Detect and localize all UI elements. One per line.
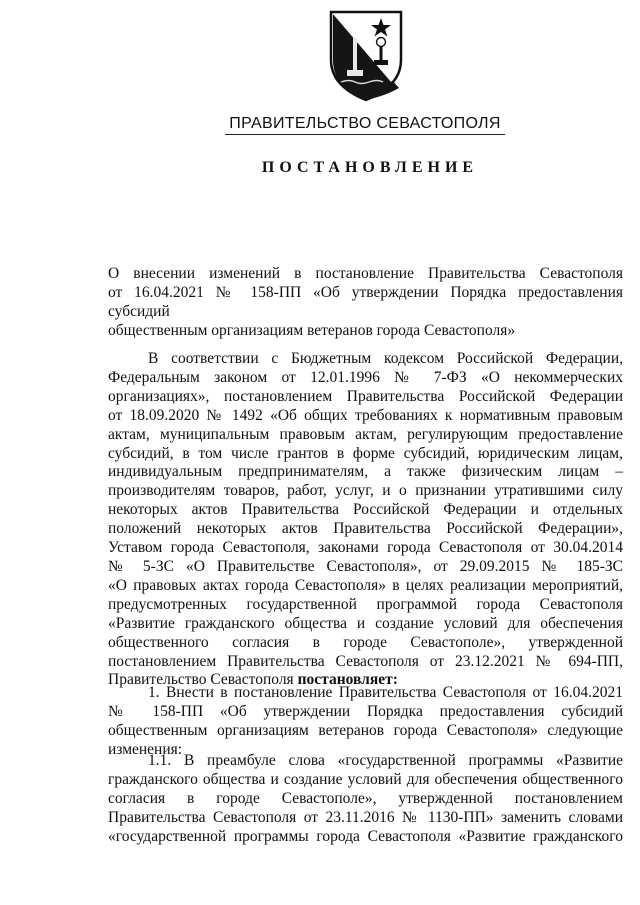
clause-line: гражданского общества и создание условий для обеспечения общественного: [108, 770, 623, 788]
preamble-line: актам, муниципальным правовым актам, регулирующим предоставление: [108, 425, 623, 443]
preamble-line: Федеральным законом от 12.01.1996 № 7-ФЗ «О некоммерческих: [108, 368, 623, 386]
preamble-line: № 5-ЗС «О Правительстве Севастополя», от 29.09.2015 № 185-ЗС: [108, 557, 623, 575]
sevastopol-coat-of-arms-icon: [325, 8, 407, 104]
preamble-paragraph: [108, 350, 623, 690]
preamble-line: положений некоторых актов Правительства Российской Федерации»,: [108, 520, 623, 538]
preamble-line: субсидий, в том числе грантов в форме субсидий, юридическим лицам,: [108, 444, 623, 462]
preamble-line: производителям товаров, работ, услуг, и о признании утратившими силу: [108, 482, 623, 500]
preamble-line: Уставом города Севастополя, законами города Севастополя от 30.04.2014: [108, 539, 623, 557]
preamble-line: предусмотренных государственной программой города Севастополя: [108, 595, 623, 613]
clause-line: Правительства Севастополя от 23.11.2016 № 1130-ПП» заменить словами: [108, 808, 623, 826]
clause-line: 1.1. В преамбуле слова «государственной программы «Развитие: [148, 752, 623, 769]
subject-line: общественным организациям ветеранов города Севастополя»: [108, 322, 516, 339]
clause-1-1: [108, 752, 623, 847]
clause-line: 1. Внести в постановление Правительства Севастополя от 16.04.2021: [148, 684, 623, 701]
preamble-line: общественного согласия в городе Севастополе», утвержденной: [108, 633, 623, 651]
clause-line: № 158-ПП «Об утверждении Порядка предоставления субсидий: [108, 702, 623, 720]
issuing-authority: [0, 115, 640, 135]
preamble-line: В соответствии с Бюджетным кодексом Российской Федерации,: [148, 350, 623, 367]
preamble-line: постановлением Правительства Севастополя от 23.12.2021 № 694-ПП,: [108, 652, 623, 670]
subject-line: от 16.04.2021 № 158-ПП «Об утверждении Порядка предоставления субсидий: [108, 284, 623, 320]
clause-line: общественным организациям ветеранов города Севастополя» следующие: [108, 721, 623, 739]
clause-1: [108, 684, 623, 760]
preamble-line: организациях», постановлением Правительства Российской Федерации: [108, 387, 623, 405]
clause-line: «государственной программы города Севастополя «Развитие гражданского: [108, 827, 623, 845]
clause-line: изменения:: [108, 740, 183, 758]
preamble-final-prefix: Правительство Севастополя: [108, 671, 298, 689]
resolves-keyword: постановляет:: [297, 671, 398, 689]
preamble-line: некоторых актов Правительства Российской Федерации и отдельных: [108, 501, 623, 519]
subject-line: О внесении изменений в постановление Правительства Севастополя: [108, 265, 623, 282]
preamble-line: от 18.09.2020 № 1492 «Об общих требованиях к нормативным правовым: [108, 406, 623, 424]
preamble-line: индивидуальным предпринимателям, а также физическим лицам –: [108, 463, 623, 481]
document-subject: [108, 264, 623, 340]
clause-line: согласия в городе Севастополе», утвержденной постановлением: [108, 789, 623, 807]
preamble-line: «Развитие гражданского общества и создание условий для обеспечения: [108, 614, 623, 632]
authority-title: ПРАВИТЕЛЬСТВО СЕВАСТОПОЛЯ: [225, 115, 504, 135]
document-type-title: ПОСТАНОВЛЕНИЕ: [261, 159, 479, 176]
preamble-line: «О правовых актах города Севастополя» в целях реализации мероприятий,: [108, 576, 623, 594]
